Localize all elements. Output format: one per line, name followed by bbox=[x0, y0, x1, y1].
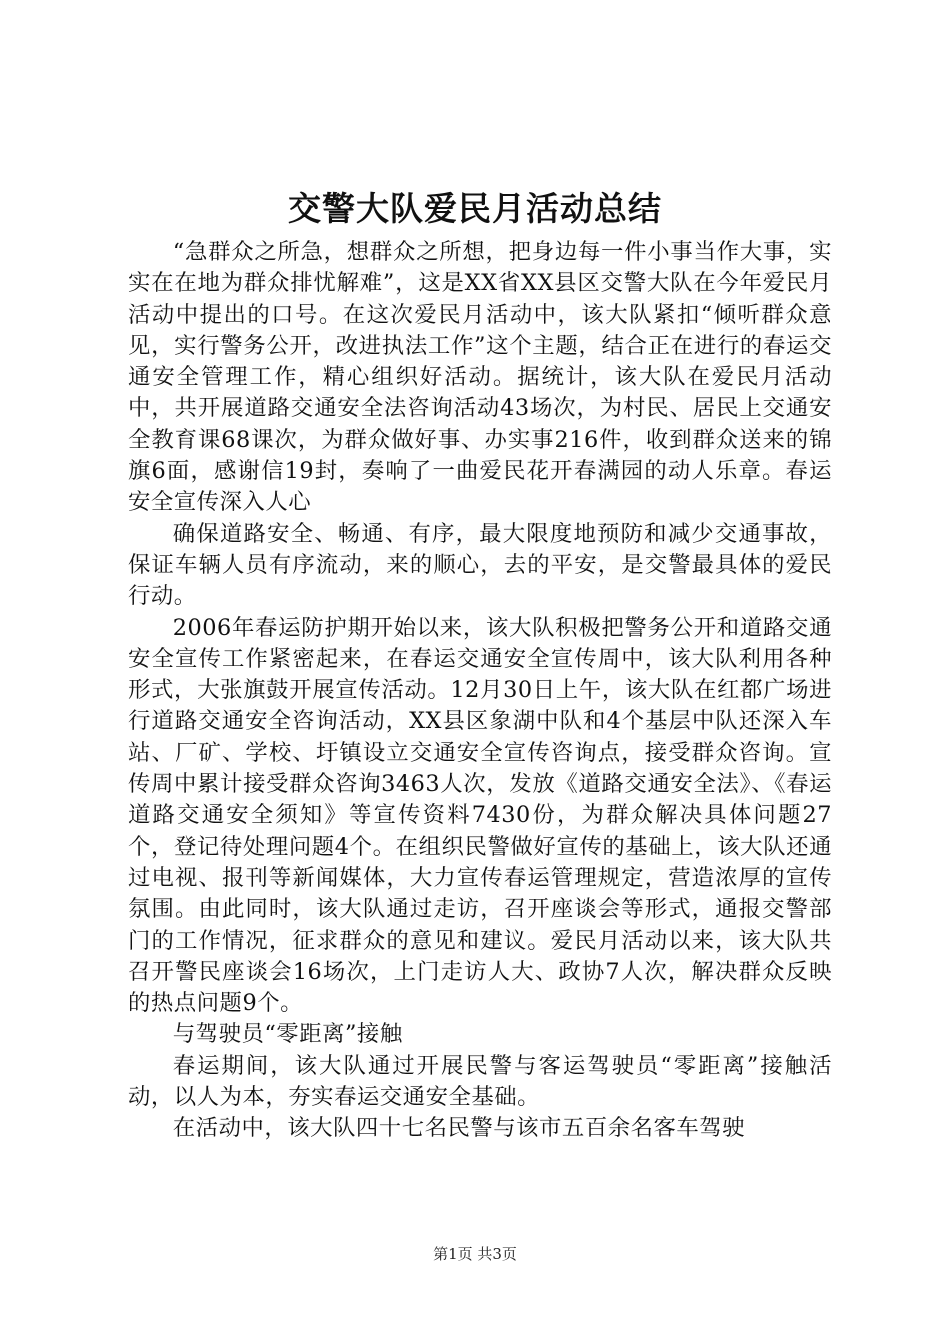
paragraph: “急群众之所急，想群众之所想，把身边每一件小事当作大事，实实在在地为群众排忧解难”，这是XX省XX县区交警大队在今年爱民月活动中提出的口号。在这次爱民月活动中，该大队紧扣“倾听群众意见，实行警务公开，改进执法工作”这个主题，结合正在进行的春运交通安全管理工作，精心组织好活动。据统计，该大队在爱民月活动中，共开展道路交通安全法咨询活动43场次，为村民、居民上交通安全教育课68课次，为群众做好事、办实事216件，收到群众送来的锦旗6面，感谢信19封，奏响了一曲爱民花开春满园的动人乐章。春运安全宣传深入人心 bbox=[128, 239, 832, 516]
document-body bbox=[128, 237, 832, 1145]
paragraph: 2006年春运防护期开始以来，该大队积极把警务公开和道路交通安全宣传工作紧密起来，在春运交通安全宣传周中，该大队利用各种形式，大张旗鼓开展宣传活动。12月30日上午，该大队在红都广场进行道路交通安全咨询活动，XX县区象湖中队和4个基层中队还深入车站、厂矿、学校、圩镇设立交通安全宣传咨询点，接受群众咨询。宣传周中累计接受群众咨询3463人次，发放《道路交通安全法》、《春运道路交通安全须知》等宣传资料7430份，为群众解决具体问题27个，登记待处理问题4个。在组织民警做好宣传的基础上，该大队还通过电视、报刊等新闻媒体，大力宣传春运管理规定，营造浓厚的宣传氛围。由此同时，该大队通过走访，召开座谈会等形式，通报交警部门的工作情况，征求群众的意见和建议。爱民月活动以来，该大队共召开警民座谈会16场次，上门走访人大、政协7人次，解决群众反映的热点问题9个。 bbox=[128, 614, 832, 1017]
document-title: 交警大队爱民月活动总结 bbox=[288, 189, 662, 228]
paragraph: 春运期间，该大队通过开展民警与客运驾驶员“零距离”接触活动，以人为本，夯实春运交通安全基础。 bbox=[128, 1052, 832, 1111]
paragraph: 在活动中，该大队四十七名民警与该市五百余名客车驾驶 bbox=[172, 1115, 746, 1142]
paragraph: 确保道路安全、畅通、有序，最大限度地预防和减少交通事故，保证车辆人员有序流动，来的顺心，去的平安，是交警最具体的爱民行动。 bbox=[128, 520, 832, 610]
section-heading: 与驾驶员“零距离”接触 bbox=[172, 1021, 403, 1048]
page-footer: 第1页 共3页 bbox=[433, 1245, 517, 1263]
